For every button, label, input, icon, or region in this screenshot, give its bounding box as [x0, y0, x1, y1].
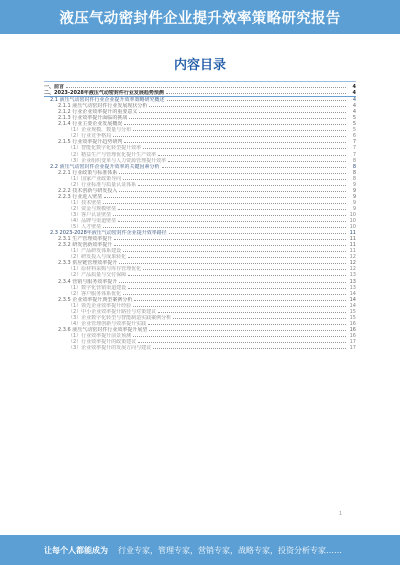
toc-entry-title: 2.1.1 液压气动密封件行业发展现状分析 — [58, 103, 148, 110]
toc-leader-dots — [119, 173, 346, 174]
toc-entry-page: 4 — [352, 84, 356, 90]
toc-leader-dots — [124, 124, 346, 125]
toc-entry-title: （1）产品研发体系建设 — [68, 248, 122, 255]
toc-leader-dots — [123, 179, 346, 180]
toc-leader-dots — [143, 148, 346, 149]
toc-entry-page: 15 — [349, 314, 356, 321]
toc-leader-dots — [139, 112, 346, 113]
toc-entry-title: 2.2.3 行业进入壁垒 — [58, 193, 103, 200]
toc-entry-page: 11 — [349, 242, 356, 249]
toc-entry-page: 4 — [352, 103, 356, 110]
toc-entry-page: 12 — [349, 266, 356, 273]
toc-entry-title: 2.2.2 技术创新与研发投入 — [58, 187, 118, 194]
toc-entry-title: （2）产品质量与交付保障 — [68, 272, 127, 279]
toc-entry-title: （3）企业效率提升的发展方向与建议 — [68, 345, 152, 352]
toc-entry-page: 17 — [349, 345, 356, 352]
toc-leader-dots — [119, 263, 346, 264]
toc-entry-page: 9 — [352, 205, 356, 212]
toc-entry-title: （3）企业组织变革与人力资源管理提升效率 — [68, 157, 167, 164]
toc-entry-page: 11 — [349, 230, 356, 237]
toc-entry-title: 2.3 2023-2028年液压气动密封件企业提升效率路径 — [50, 230, 167, 237]
footer-slogan: 让每个人都能成为 — [44, 545, 108, 555]
toc-leader-dots — [113, 215, 346, 216]
toc-entry-title: 2.1 液压气动密封件行业企业提升效率策略研究概述 — [50, 97, 165, 104]
toc-leader-dots — [158, 155, 346, 156]
toc-entry-page: 14 — [349, 302, 356, 309]
toc-leader-dots — [158, 312, 346, 313]
toc-leader-dots — [118, 209, 346, 210]
toc-entry-title: 2.3.4 营销与服务效率提升 — [58, 278, 118, 285]
toc-entry-page: 17 — [349, 338, 356, 345]
toc-entry-page: 10 — [349, 224, 356, 231]
toc-entry-page: 5 — [352, 127, 356, 134]
toc-leader-dots — [128, 288, 346, 289]
toc-entry-page: 11 — [349, 236, 356, 243]
toc-entry-title: 2.2 液压气动密封件企业提升效率的关键因素分析 — [50, 163, 160, 170]
toc-leader-dots — [128, 275, 346, 276]
toc-leader-dots — [128, 257, 346, 258]
toc-leader-dots — [167, 100, 346, 101]
toc-entry-page: 12 — [349, 254, 356, 261]
toc-entry-title: （2）行业效率提升的政策建议 — [68, 338, 137, 345]
toc-entry-page: 10 — [349, 211, 356, 218]
toc-leader-dots — [114, 245, 346, 246]
toc-entry-page: 12 — [349, 260, 356, 267]
toc-leader-dots — [114, 239, 346, 240]
toc-leader-dots — [153, 348, 346, 349]
table-of-contents — [44, 84, 356, 351]
toc-entry-title: 2.2.1 行业政策与标准体系 — [58, 169, 118, 176]
page-number: 1 — [339, 511, 343, 517]
toc-leader-dots — [113, 136, 346, 137]
toc-entry-title: 2.1.2 行业企业效率提升的重要意义 — [58, 109, 138, 116]
toc-entry-page: 15 — [349, 308, 356, 315]
toc-entry-title: （1）企业规模、数量与分布 — [68, 127, 132, 134]
toc-leader-dots — [168, 161, 346, 162]
footer-tagline: 行业专家，管理专家，营销专家，战略专家，投资分析专家…… — [118, 545, 342, 555]
toc-entry-page: 6 — [352, 133, 356, 140]
toc-entry-title: 2.3.3 供应链管理效率提升 — [58, 260, 118, 267]
toc-leader-dots — [118, 221, 346, 222]
toc-entry-page: 8 — [352, 157, 356, 164]
toc-entry-title: （2）中小企业效率提升路径与对策建议 — [68, 308, 157, 315]
toc-entry-page: 5 — [352, 121, 356, 128]
toc-heading: 内容目录 — [173, 58, 226, 73]
toc-entry-page: 14 — [349, 290, 356, 297]
toc-entry-title: （2）客户服务体系优化 — [68, 290, 122, 297]
toc-entry-page: 9 — [352, 187, 356, 194]
header-banner — [0, 0, 400, 34]
toc-entry-page: 4 — [352, 97, 356, 104]
toc-entry-page: 8 — [352, 175, 356, 182]
toc-entry-title: （2）研发投入与成果转化 — [68, 254, 127, 261]
toc-leader-dots — [123, 294, 346, 295]
toc-entry-title: 二、2023-2028年液压气动密封件行业发展趋势预测 — [44, 90, 164, 97]
toc-entry-title: （1）数字化营销渠道建设 — [68, 284, 127, 291]
toc-entry-page: 4 — [352, 109, 356, 116]
toc-entry-page: 11 — [349, 248, 356, 255]
toc-entry-page: 16 — [349, 326, 356, 333]
footer-banner — [0, 535, 400, 565]
toc-leader-dots — [162, 167, 346, 168]
toc-entry-title: 2.3.5 企业效率提升典型案例分析 — [58, 296, 133, 303]
toc-entry-page: 9 — [352, 181, 356, 188]
toc-entry-page: 13 — [349, 278, 356, 285]
toc-entry-title: （1）行业效率提升前景预测 — [68, 332, 132, 339]
toc-entry-page: 8 — [352, 169, 356, 176]
toc-leader-dots — [173, 318, 346, 319]
toc-leader-dots — [133, 336, 346, 337]
toc-leader-dots — [138, 342, 346, 343]
toc-entry-page: 14 — [349, 296, 356, 303]
toc-entry-title: 一、前言 — [44, 84, 65, 90]
toc-entry-title: （1）领先企业效率提升经验 — [68, 302, 132, 309]
toc-leader-dots — [133, 130, 346, 131]
toc-entry-title: 2.3.6 液压气动密封件行业效率提升展望 — [58, 326, 148, 333]
toc-entry-page: 16 — [349, 332, 356, 339]
toc-leader-dots — [169, 233, 346, 234]
toc-entry-title: （2）行业标准与质量认证体系 — [68, 181, 137, 188]
toc-entry-title: （5）人才壁垒 — [68, 224, 102, 231]
toc-leader-dots — [123, 251, 346, 252]
toc-leader-dots — [103, 227, 346, 228]
toc-entry-title: 2.1.5 行业效率提升趋势研判 — [58, 139, 123, 146]
toc-leader-dots — [66, 87, 346, 88]
toc-entry-title: （1）智能化数字化转型提升效率 — [68, 145, 142, 152]
toc-entry-title: （1）技术壁垒 — [68, 199, 102, 206]
toc-leader-dots — [104, 197, 346, 198]
toc-entry-title: （4）品牌与渠道壁垒 — [68, 218, 117, 225]
toc-entry[interactable] — [44, 345, 356, 351]
toc-entry-title: 2.3.2 研发创新效率提升 — [58, 242, 113, 249]
toc-leader-dots — [143, 269, 346, 270]
toc-leader-dots — [134, 300, 346, 301]
toc-entry-page: 7 — [352, 139, 356, 146]
toc-entry-title: 2.3.1 生产管理效率提升 — [58, 236, 113, 243]
toc-entry-title: （3）企业数字化转型与智能制造实践案例分析 — [68, 314, 172, 321]
toc-entry-title: （3）客户认证壁垒 — [68, 211, 112, 218]
report-title: 液压气动密封件企业提升效率策略研究报告 — [59, 10, 341, 27]
toc-leader-dots — [119, 282, 346, 283]
toc-entry-page: 4 — [352, 90, 356, 97]
toc-leader-dots — [148, 324, 346, 325]
toc-leader-dots — [103, 203, 346, 204]
toc-entry-page: 9 — [352, 199, 356, 206]
toc-entry-page: 8 — [352, 163, 356, 170]
toc-entry-title: 2.1.3 行业效率提升面临的挑战 — [58, 115, 128, 122]
toc-entry-page: 10 — [349, 218, 356, 225]
toc-entry-title: （2）精益生产与管理优化提升生产效率 — [68, 151, 157, 158]
toc-leader-dots — [138, 185, 346, 186]
toc-leader-dots — [119, 191, 346, 192]
toc-entry-page: 13 — [349, 284, 356, 291]
toc-leader-dots — [149, 330, 346, 331]
toc-leader-dots — [129, 118, 346, 119]
toc-entry-title: （4）企业管理创新与效率提升实践 — [68, 320, 147, 327]
toc-leader-dots — [124, 142, 346, 143]
toc-entry-page: 7 — [352, 151, 356, 158]
toc-entry-title: （1）原材料采购与库存管理优化 — [68, 266, 142, 273]
toc-entry-title: （2）资金与规模壁垒 — [68, 205, 117, 212]
toc-entry-title: （1）国家产业政策导向 — [68, 175, 122, 182]
toc-entry[interactable] — [44, 90, 356, 97]
toc-divider — [44, 81, 356, 82]
toc-entry-page: 16 — [349, 320, 356, 327]
toc-entry-page: 13 — [349, 272, 356, 279]
toc-leader-dots — [166, 93, 346, 94]
toc-entry-page: 7 — [352, 145, 356, 152]
toc-entry-title: （2）行业竞争格局 — [68, 133, 112, 140]
toc-leader-dots — [149, 106, 346, 107]
toc-leader-dots — [133, 306, 346, 307]
toc-entry-page: 5 — [352, 115, 356, 122]
toc-entry-page: 9 — [352, 193, 356, 200]
toc-entry-title: 2.1.4 行业主要企业发展概况 — [58, 121, 123, 128]
